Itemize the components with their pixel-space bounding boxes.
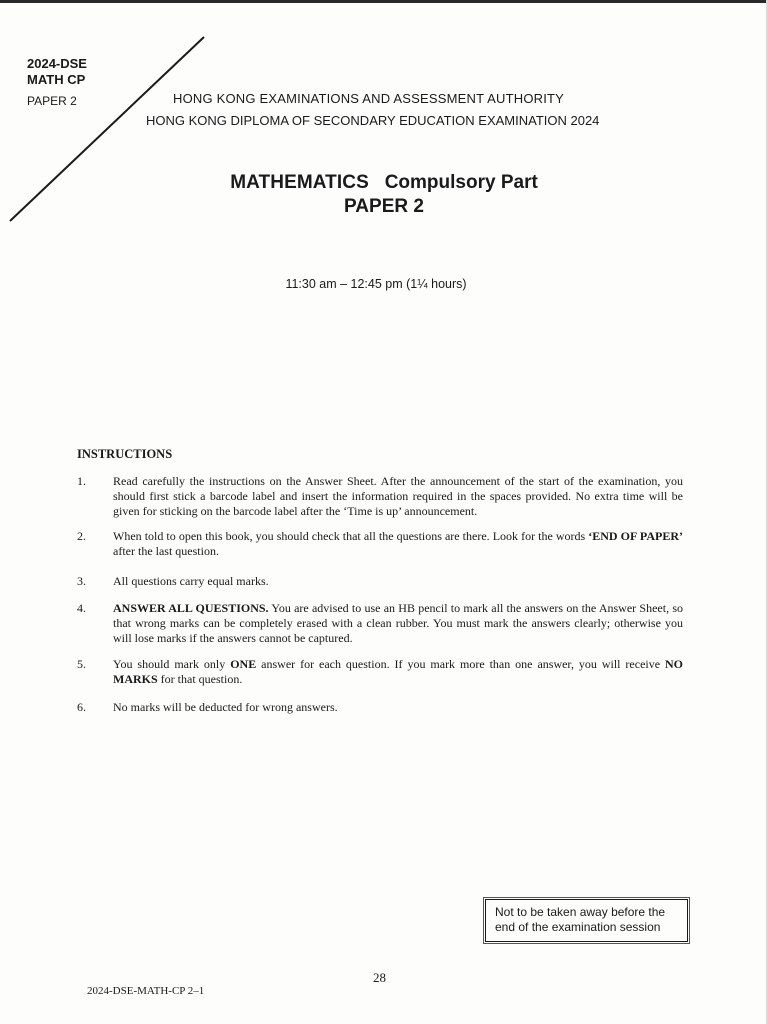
subject-part: Compulsory Part: [384, 172, 538, 193]
instruction-emphasis: ‘END OF PAPER’: [588, 529, 683, 543]
instruction-segment: All questions carry equal marks.: [113, 574, 269, 588]
exam-time: 11:30 am – 12:45 pm (1¼ hours): [285, 277, 467, 291]
authority-name: HONG KONG EXAMINATIONS AND ASSESSMENT AUTHORITY: [173, 91, 565, 106]
paper-code-line-1: 2024-DSE: [27, 56, 87, 71]
subject-title: [0, 172, 768, 194]
paper-label: PAPER 2: [27, 94, 77, 108]
instruction-text: [113, 529, 683, 559]
instruction-segment: after the last question.: [113, 544, 219, 558]
instruction-text: [113, 657, 683, 687]
instruction-emphasis: NO MARKS: [113, 657, 684, 686]
instruction-text: [113, 574, 683, 589]
notice-box: [485, 899, 688, 942]
instruction-segment: No marks will be deducted for wrong answers.: [113, 700, 338, 714]
instruction-text: [113, 601, 683, 646]
page-number: 28: [373, 970, 386, 985]
instruction-number: 5.: [77, 657, 86, 671]
instruction-emphasis: ANSWER ALL QUESTIONS.: [113, 601, 269, 615]
instruction-segment: When told to open this book, you should check that all the questions are there. Look for the words: [113, 529, 589, 543]
subject-name: MATHEMATICS: [230, 172, 369, 193]
instruction-segment: You are advised to use an HB pencil to mark all the answers on the Answer Sheet, so that wrong marks can be completely erased with a clean rubber. You must mark the answers clearly; otherwise you will lose marks if the answers cannot be captured.: [113, 601, 683, 645]
instruction-number: 3.: [77, 574, 86, 588]
instruction-number: 1.: [77, 474, 86, 488]
instruction-segment: for that question.: [157, 672, 243, 686]
notice-text: Not to be taken away before the end of the examination session: [495, 905, 666, 934]
instruction-segment: You should mark only: [113, 657, 231, 671]
instruction-emphasis: ONE: [230, 657, 257, 671]
instructions-heading: INSTRUCTIONS: [77, 447, 173, 461]
paper-code-line-2: MATH CP: [27, 72, 86, 87]
instruction-number: 4.: [77, 601, 86, 615]
instruction-text: [113, 700, 683, 715]
instruction-number: 2.: [77, 529, 86, 543]
paper-title: PAPER 2: [344, 196, 424, 217]
instruction-segment: Read carefully the instructions on the Answer Sheet. After the announcement of the start of the examination, you should first stick a barcode label and insert the information required in the spaces provided. No extra time will be given for sticking on the barcode label after the ‘Time is up’ announcement.: [113, 474, 683, 518]
instruction-segment: answer for each question. If you mark more than one answer, you will receive: [256, 657, 666, 671]
corner-diagonal-line: [0, 0, 768, 260]
footer-code: 2024-DSE-MATH-CP 2–1: [87, 985, 205, 997]
instruction-number: 6.: [77, 700, 86, 714]
instruction-text: [113, 474, 683, 519]
exam-name: HONG KONG DIPLOMA OF SECONDARY EDUCATION EXAMINATION 2024: [146, 113, 600, 128]
